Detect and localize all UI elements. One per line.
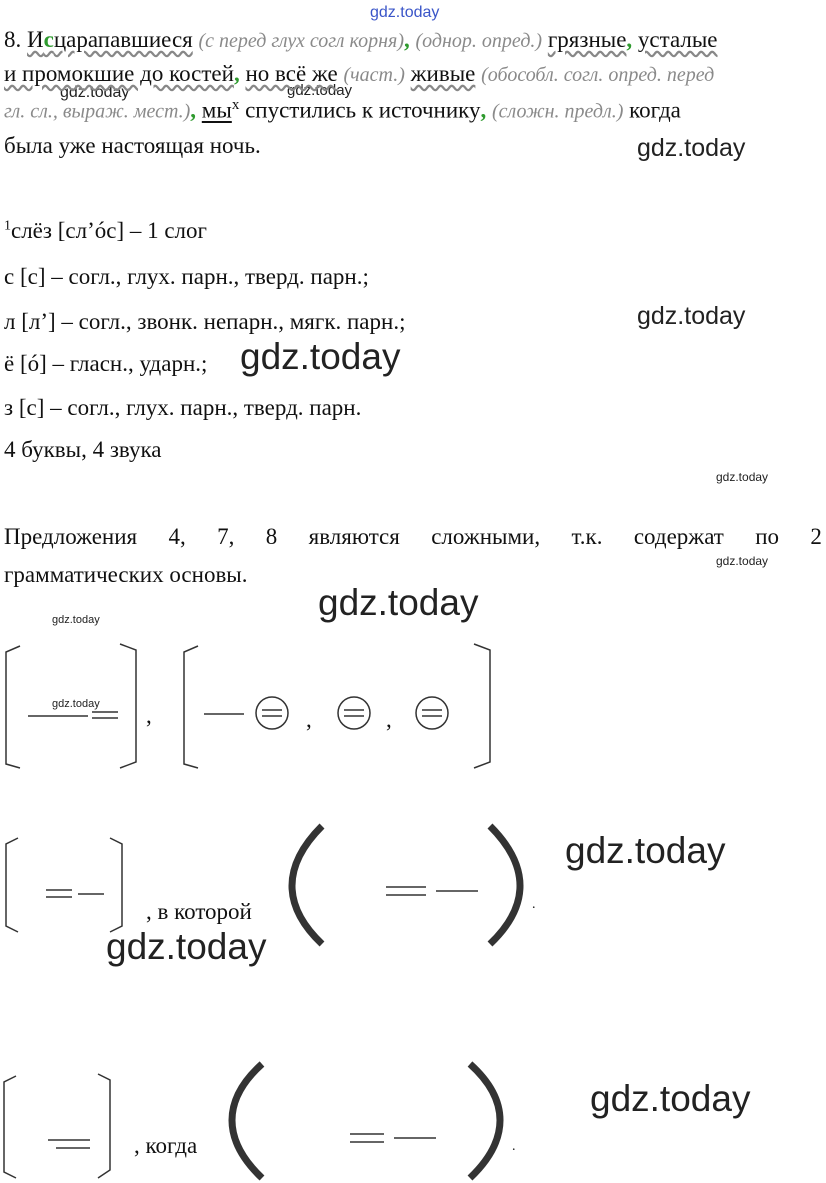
annotation: (сложн. предл.): [492, 100, 624, 123]
sentence-line-3: гл. сл., выраж. мест.), $мы^х$ спустились к источнику, (сложн. предл.) когда: [4, 97, 681, 123]
sentence-line-1: 8. Исцарапавшиеся (с перед глух согл корня), (однор. опред.) грязные, усталые: [4, 27, 718, 52]
watermark: gdz.today: [60, 84, 130, 101]
conclusion-word: 8: [265, 524, 278, 549]
conclusion-word: являются: [308, 524, 400, 549]
scheme-1-clause-2: [184, 644, 490, 768]
subject: мы: [201, 97, 232, 123]
watermark: gdz.today: [637, 302, 746, 330]
scheme-3-subordinate-clause: [232, 1064, 500, 1178]
conclusion-word: 7,: [217, 524, 235, 549]
watermark-top: gdz.today: [370, 4, 440, 21]
watermark: gdz.today: [240, 336, 401, 377]
conclusion-word: т.к.: [571, 524, 603, 549]
watermark: gdz.today: [318, 582, 479, 623]
phonetic-line: ё [ó] – гласн., ударн.;: [4, 351, 208, 376]
conclusion-line-2: грамматических основы.: [4, 562, 248, 587]
word: живые: [410, 61, 476, 86]
annotation: (част.): [343, 64, 405, 86]
annotation: (с перед глух согл корня): [198, 30, 404, 52]
phonetic-line: л [л’] – согл., звонк. непарн., мягк. парн.;: [4, 309, 406, 334]
scheme-comma: ,: [146, 703, 152, 728]
phonetic-line: з [с] – согл., глух. парн., тверд. парн.: [4, 395, 362, 420]
sentence-number: 8.: [4, 27, 22, 52]
annotation: (однор. опред.): [415, 30, 543, 52]
scheme-comma: ,: [306, 707, 312, 732]
watermark: gdz.today: [52, 614, 100, 626]
sentence-line-2: и промокшие до костей, но всё же (част.) живые (обособл. согл. опред. перед: [4, 61, 715, 86]
sentence-line-4: была уже настоящая ночь.: [4, 133, 261, 158]
conclusion-word: 4,: [168, 524, 186, 549]
scheme-comma: ,: [386, 707, 392, 732]
scheme-2-main-clause: [6, 838, 122, 932]
scheme-connector: , когда: [134, 1133, 198, 1158]
watermark: gdz.today: [106, 926, 267, 967]
watermark: gdz.today: [637, 134, 746, 162]
watermark: gdz.today: [716, 554, 769, 568]
scheme-dot: .: [532, 897, 536, 912]
word: спустились к источнику: [245, 97, 481, 123]
annotation: гл. сл., выраж. мест.): [4, 100, 191, 123]
scheme-3-main-clause: [4, 1074, 110, 1178]
watermark: gdz.today: [565, 830, 726, 871]
word: но всё же: [245, 61, 338, 86]
conclusion-word: содержат: [633, 524, 724, 549]
conclusion-word: сложными,: [431, 524, 541, 549]
watermark: gdz.today: [590, 1078, 751, 1119]
phonetic-line: с [с] – согл., глух. парн., тверд. парн.;: [4, 264, 369, 289]
phonetic-summary: 4 буквы, 4 звука: [4, 437, 162, 462]
scheme-1-clause-1: [6, 644, 136, 768]
watermark: gdz.today: [716, 470, 769, 484]
annotation: (обособл. согл. опред. перед: [481, 64, 715, 86]
word: усталые: [637, 27, 718, 52]
scheme-2-subordinate-clause: [292, 826, 520, 944]
scheme-connector: , в которой: [146, 899, 252, 924]
watermark: gdz.today: [52, 698, 100, 710]
word: грязные: [547, 27, 627, 52]
watermark: gdz.today: [287, 82, 353, 99]
scheme-dot: .: [512, 1139, 516, 1154]
word: когда: [629, 97, 681, 123]
conclusion-word: по: [755, 524, 780, 549]
phonetic-title: $^1$слёз [сл’óс] – 1 слог: [4, 218, 207, 243]
conclusion-word: 2: [810, 524, 822, 549]
word: Исцарапавшиеся: [27, 27, 193, 52]
conclusion-word: Предложения: [4, 524, 138, 549]
word: и промокшие до костей: [4, 61, 234, 86]
